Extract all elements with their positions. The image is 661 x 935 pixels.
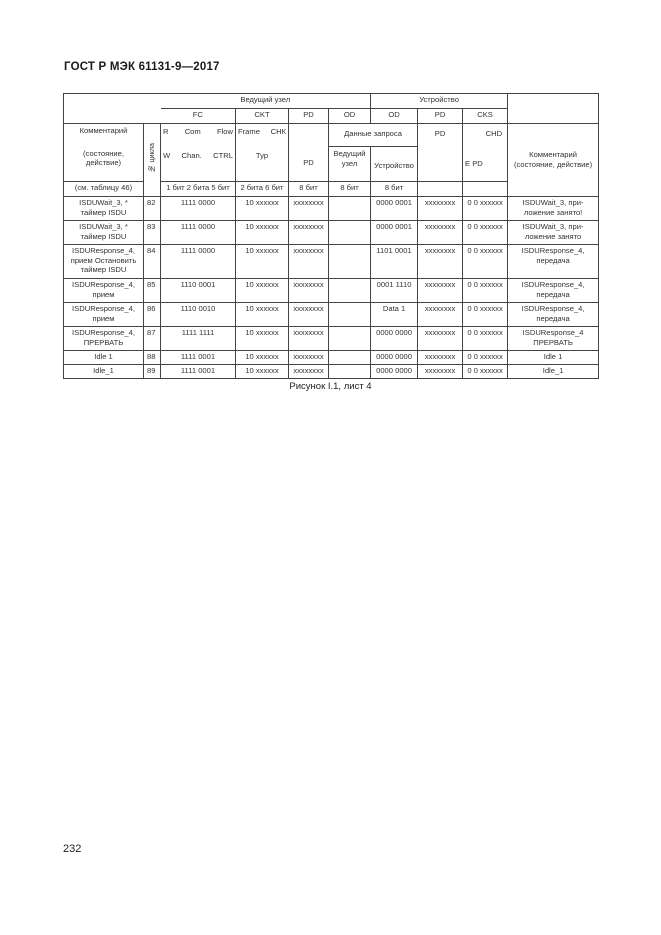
row-od-master [329,351,371,365]
row-comment-left: ISDUWait_3, * таймер ISDU [64,197,144,221]
row-ckt: 10 xxxxxx [236,351,289,365]
row-od-master [329,365,371,379]
header-blank-right-2 [508,109,599,124]
header-pd-device: PD [418,109,463,124]
comment-left-header [64,124,144,182]
row-comment-left: ISDUResponse_4, прием [64,279,144,303]
fc-ctrl-label: CTRL [213,150,233,160]
od-master-bits: 8 бит [329,182,371,197]
ckt-detail-header [236,124,289,182]
row-od-device: 0001 1110 [371,279,418,303]
pd-detail-label: PD [303,158,314,168]
cycle-number-label: № цикла [147,143,157,174]
row-cycle: 88 [144,351,161,365]
row-pd: xxxxxxxx [289,365,329,379]
table-row [64,245,599,279]
row-od-master [329,303,371,327]
comment-left-state: (состояние, действие) [83,148,124,168]
cycle-number-header [144,124,161,197]
row-cycle: 83 [144,221,161,245]
row-pd-device: xxxxxxxx [418,245,463,279]
ckt-bits: 2 бита 6 бит [236,182,289,197]
header-od: OD [329,109,371,124]
row-comment-left: ISDUResponse_4, прием [64,303,144,327]
row-fc: 1111 0000 [161,221,236,245]
table-row [64,351,599,365]
row-pd-device: xxxxxxxx [418,303,463,327]
row-cks: 0 0 xxxxxx [463,303,508,327]
row-ckt: 10 xxxxxx [236,365,289,379]
header-row-groups [64,94,599,109]
row-comment-left: ISDUWait_3, * таймер ISDU [64,221,144,245]
pd-bits: 8 бит [289,182,329,197]
row-comment-right: Idle_1 [508,365,599,379]
ckt-chk-label: СНК [270,127,286,136]
row-cks: 0 0 xxxxxx [463,245,508,279]
row-pd: xxxxxxxx [289,351,329,365]
row-pd-device: xxxxxxxx [418,365,463,379]
row-fc: 1111 0000 [161,197,236,221]
row-ckt: 10 xxxxxx [236,221,289,245]
header-ckt: CKT [236,109,289,124]
od-device-bits: 8 бит [371,182,418,197]
row-cycle: 85 [144,279,161,303]
od-master-label: Ведущий узел [329,147,371,182]
row-pd: xxxxxxxx [289,221,329,245]
row-od-device: Data 1 [371,303,418,327]
row-comment-right: ISDUWait_3, при-ложение занято! [508,197,599,221]
table-row [64,327,599,351]
row-comment-right: ISDUWait_3, при-ложение занято [508,221,599,245]
row-od-device: 0000 0000 [371,351,418,365]
row-comment-right: ISDUResponse_4 ПРЕРВАТЬ [508,327,599,351]
pd-device-detail-header [418,124,463,182]
row-od-master [329,221,371,245]
row-comment-left: Idle 1 [64,351,144,365]
row-pd: xxxxxxxx [289,197,329,221]
comment-left-ref: (см. таблицу 46) [64,182,144,197]
row-cks: 0 0 xxxxxx [463,327,508,351]
table-row [64,221,599,245]
row-cks: 0 0 xxxxxx [463,351,508,365]
row-fc: 1110 0001 [161,279,236,303]
pd-device-label: PD [434,129,446,138]
cks-chd-label: CHD [485,129,503,138]
fc-bits: 1 бит 2 бита 5 бит [161,182,236,197]
row-fc: 1111 0001 [161,351,236,365]
row-od-master [329,197,371,221]
table-row [64,279,599,303]
header-blank-left [64,94,161,109]
comment-right-header: Комментарий (состояние, действие) [508,124,599,197]
header-pd: PD [289,109,329,124]
row-od-device: 0000 0001 [371,197,418,221]
row-comment-right: Idle 1 [508,351,599,365]
row-comment-left: ISDUResponse_4, прием Остановить таймер ISDU [64,245,144,279]
row-fc: 1111 1111 [161,327,236,351]
row-pd-device: xxxxxxxx [418,351,463,365]
row-cycle: 82 [144,197,161,221]
fc-detail-header [161,124,236,182]
row-ckt: 10 xxxxxx [236,279,289,303]
message-cycle-table [63,93,599,379]
row-cks: 0 0 xxxxxx [463,365,508,379]
page-number: 232 [63,843,82,855]
header-fc: FC [161,109,236,124]
row-pd: xxxxxxxx [289,303,329,327]
row-comment-left: Idle_1 [64,365,144,379]
figure-caption: Рисунок I.1, лист 4 [289,381,372,392]
header-cks: CKS [463,109,508,124]
ckt-typ-label: Тур [255,150,269,160]
row-fc: 1110 0010 [161,303,236,327]
row-od-master [329,279,371,303]
row-pd-device: xxxxxxxx [418,197,463,221]
row-cycle: 84 [144,245,161,279]
row-ckt: 10 xxxxxx [236,327,289,351]
request-data-header: Данные запроса [329,124,418,147]
header-group-master: Ведущий узел [161,94,371,109]
row-pd-device: xxxxxxxx [418,221,463,245]
header-row-fields [64,109,599,124]
row-od-device: 0000 0001 [371,221,418,245]
fc-chan-label: Chan. [181,150,202,160]
pd-detail-header [289,124,329,182]
row-comment-right: ISDUResponse_4, передача [508,245,599,279]
pd-device-bits-blank [418,182,463,197]
od-device-label: Устройство [371,147,418,182]
row-od-device: 0000 0000 [371,327,418,351]
row-ckt: 10 xxxxxx [236,197,289,221]
header-blank-right [508,94,599,109]
fc-com-label: Com [184,127,201,136]
row-comment-right: ISDUResponse_4, передача [508,279,599,303]
row-pd-device: xxxxxxxx [418,279,463,303]
row-od-master [329,327,371,351]
cks-bits-blank [463,182,508,197]
header-blank-left-2 [64,109,161,124]
row-od-device: 0000 0000 [371,365,418,379]
document-header: ГОСТ Р МЭК 61131-9—2017 [64,61,220,73]
fc-r-label: R [163,127,169,136]
row-fc: 1111 0001 [161,365,236,379]
row-pd-device: xxxxxxxx [418,327,463,351]
row-cycle: 86 [144,303,161,327]
row-pd: xxxxxxxx [289,279,329,303]
table-row [64,197,599,221]
row-cycle: 89 [144,365,161,379]
header-row-details-top [64,124,599,147]
row-cks: 0 0 xxxxxx [463,197,508,221]
row-cks: 0 0 xxxxxx [463,279,508,303]
row-cycle: 87 [144,327,161,351]
comment-left-title: Комментарий [79,126,128,135]
row-comment-left: ISDUResponse_4, ПРЕРВАТЬ [64,327,144,351]
header-od-device: OD [371,109,418,124]
ckt-frame-label: Frame [238,127,260,136]
table-row [64,303,599,327]
row-ckt: 10 xxxxxx [236,245,289,279]
cks-detail-header [463,124,508,182]
row-od-device: 1101 0001 [371,245,418,279]
table-row [64,365,599,379]
row-pd: xxxxxxxx [289,245,329,279]
row-fc: 1111 0000 [161,245,236,279]
row-ckt: 10 xxxxxx [236,303,289,327]
row-od-master [329,245,371,279]
fc-w-label: W [163,150,171,160]
fc-flow-label: Flow [216,127,233,136]
header-group-device: Устройство [371,94,508,109]
row-comment-right: ISDUResponse_4, передача [508,303,599,327]
row-cks: 0 0 xxxxxx [463,221,508,245]
row-pd: xxxxxxxx [289,327,329,351]
cks-epd-label: E PD [465,158,483,168]
